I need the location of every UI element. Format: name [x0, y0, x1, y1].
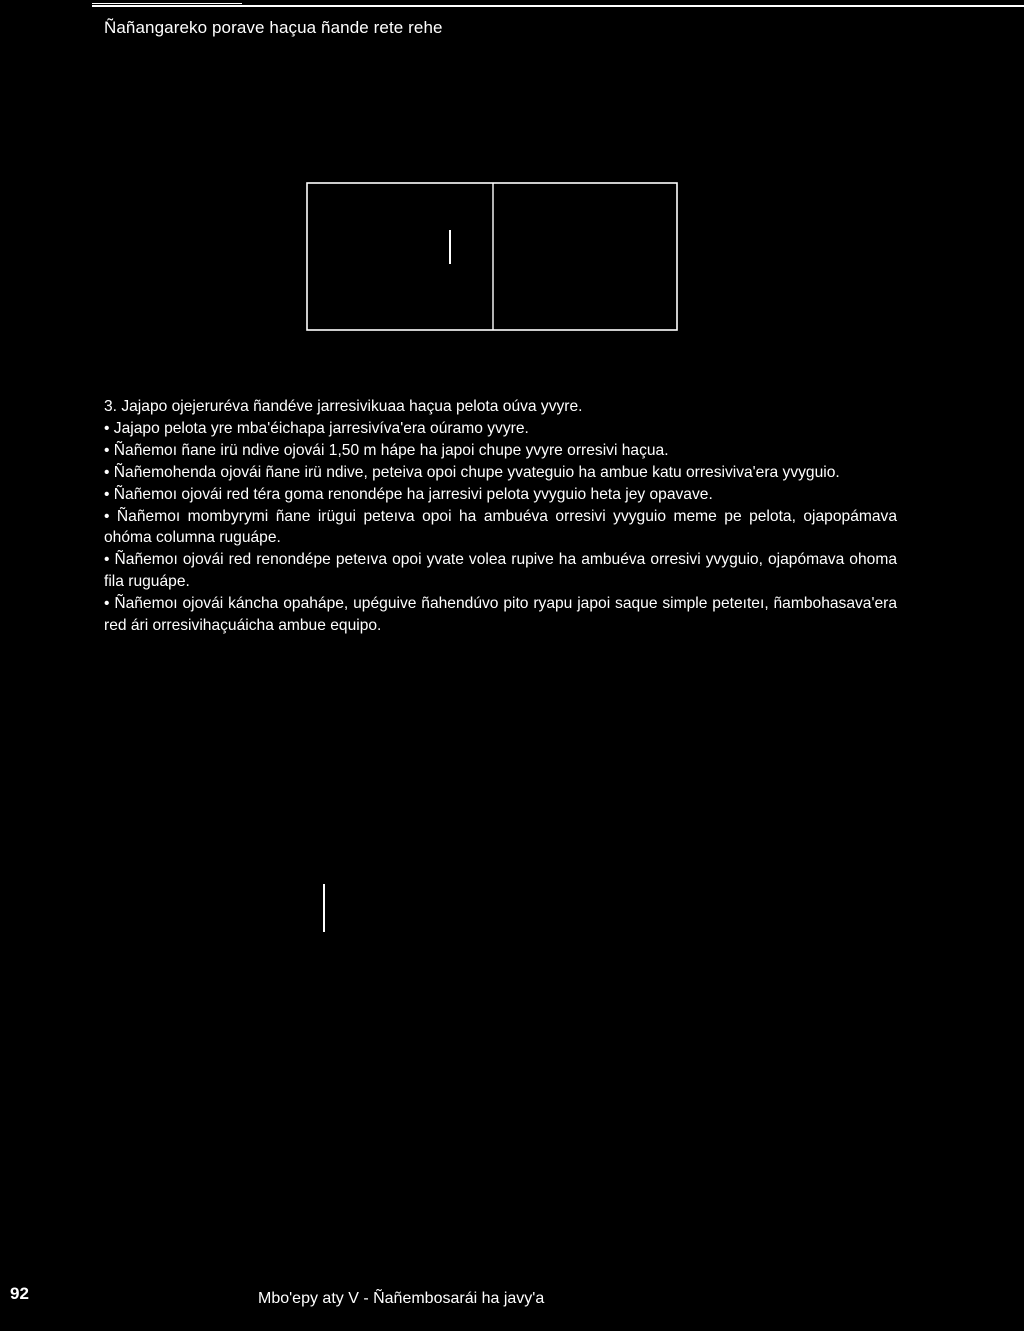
court-outline	[307, 183, 677, 330]
exercise-step: • Ñañemohenda ojovái ñane irü ndive, peteiva opoi chupe yvateguio ha ambue katu orresiviva'era yvyguio.	[104, 463, 840, 481]
running-header: Ñañangareko porave haçua ñande rete rehe	[104, 18, 443, 37]
court-diagram-svg	[306, 182, 678, 332]
exercise-step: • Ñañemoı mombyrymi ñane irügui peteıva opoi ha ambuéva orresivi yvyguio meme pe pelota, ojapopámava ohóma columna ruguápe.	[104, 507, 897, 547]
page-number: 92	[10, 1284, 29, 1303]
exercise-step: • Ñañemoı ñane irü ndive ojovái 1,50 m hápe ha japoi chupe yvyre orresivi haçua.	[104, 441, 669, 459]
top-rule-accent	[92, 3, 242, 4]
exercise-intro: 3. Jajapo ojejeruréva ñandéve jarresivikuaa haçua pelota oúva yvyre.	[104, 398, 583, 415]
top-rule	[92, 5, 1024, 7]
bottom-mark	[323, 884, 325, 932]
exercise-step: • Jajapo pelota yre mba'éichapa jarresivíva'era oúramo yvyre.	[104, 419, 529, 437]
court-diagram	[306, 182, 678, 332]
exercise-text	[104, 396, 897, 637]
running-footer: Mbo'epy aty V - Ñañembosarái ha javy'a	[258, 1290, 545, 1307]
exercise-step: • Ñañemoı ojovái red renondépe peteıva opoi yvate volea rupive ha ambuéva orresivi yvyguio, ojapómava ohoma fila ruguápe.	[104, 551, 897, 591]
exercise-step: • Ñañemoı ojovái red téra goma renondépe ha jarresivi pelota yvyguio heta jey opavave.	[104, 485, 713, 503]
exercise-step: • Ñañemoı ojovái káncha opahápe, upéguive ñahendúvo pito ryapu japoi saque simple peteıteı, ñambohasava'era red ári orresivihaçuáicha ambue equipo.	[104, 595, 897, 635]
